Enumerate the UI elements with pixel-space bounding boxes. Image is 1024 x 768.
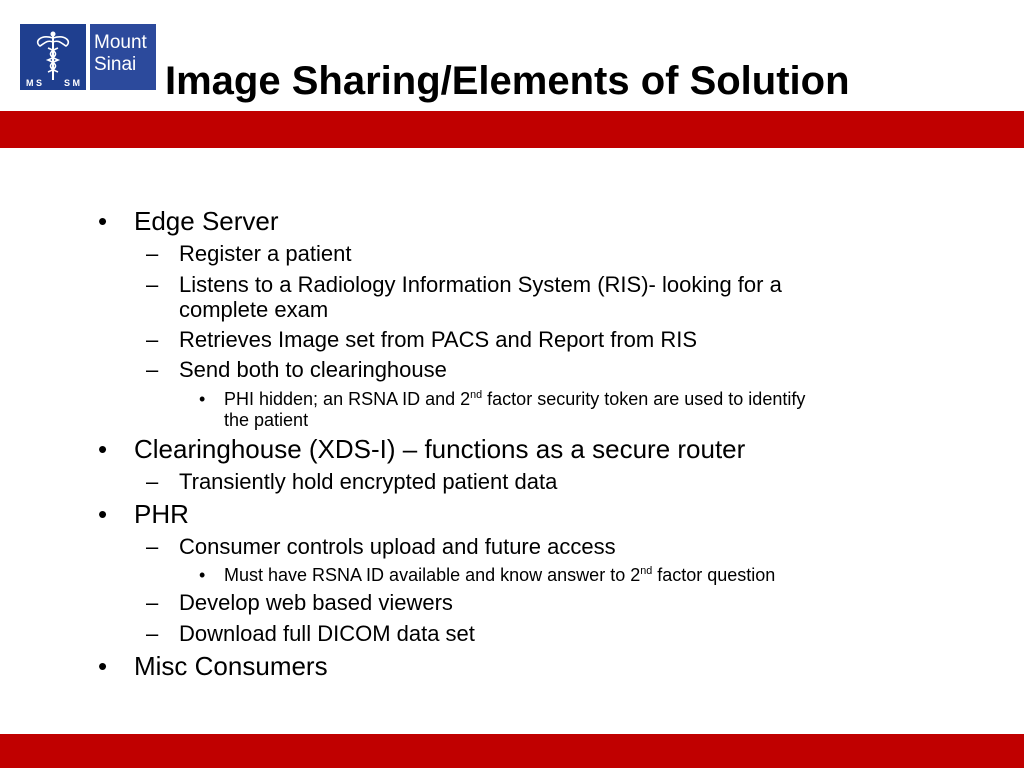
list-item — [98, 499, 189, 529]
dash-marker: – — [146, 357, 159, 382]
bullet-text: Register a patient — [179, 241, 352, 266]
must-text-b: factor question — [652, 565, 776, 585]
must-text-a: Must have RSNA ID available and know answer to 2 — [224, 565, 641, 585]
svg-text:M S: M S — [26, 78, 43, 88]
svg-text:S M: S M — [64, 78, 81, 88]
bullet-text: Transiently hold encrypted patient data — [179, 469, 558, 494]
dash-marker: – — [146, 534, 159, 559]
list-item — [98, 434, 745, 464]
dash-marker: – — [146, 621, 159, 646]
dash-marker: – — [146, 272, 159, 297]
logo-word-sinai: Sinai — [94, 54, 137, 75]
superscript-nd: nd — [640, 565, 653, 577]
bullet-marker: • — [98, 499, 108, 529]
bullet-text: Develop web based viewers — [179, 590, 453, 615]
phi-text-a: PHI hidden; an RSNA ID and 2 — [224, 389, 471, 409]
bullet-marker: • — [98, 206, 108, 236]
bullet-text: Send both to clearinghouse — [179, 357, 447, 382]
list-item — [146, 534, 616, 559]
phi-text-b: factor security token are used to identify — [482, 389, 806, 409]
bullet-text: Download full DICOM data set — [179, 621, 475, 646]
dash-marker: – — [146, 241, 159, 266]
bullet-text-continued: the patient — [224, 410, 309, 430]
bullet-text: Edge Server — [134, 206, 279, 236]
bullet-marker: • — [98, 651, 108, 681]
list-item — [199, 565, 775, 586]
logo-word-mount: Mount — [94, 32, 147, 53]
list-item — [146, 357, 447, 382]
bullet-text — [224, 389, 805, 410]
bullet-text: Consumer controls upload and future access — [179, 534, 616, 559]
bullet-text: Listens to a Radiology Information System (RIS)- looking for a — [179, 272, 782, 297]
bullet-marker: • — [199, 565, 206, 585]
list-item — [146, 621, 475, 646]
superscript-nd: nd — [470, 389, 483, 401]
bullet-text: PHR — [134, 499, 189, 529]
list-item — [146, 272, 782, 322]
bullet-marker: • — [199, 389, 206, 409]
bullet-marker: • — [98, 434, 108, 464]
dash-marker: – — [146, 327, 159, 352]
list-item — [98, 206, 279, 236]
dash-marker: – — [146, 590, 159, 615]
bullet-text: Retrieves Image set from PACS and Report from RIS — [179, 327, 697, 352]
list-item — [98, 651, 328, 681]
footer-band — [0, 734, 1024, 768]
bullet-text-continued: complete exam — [179, 297, 329, 322]
list-item — [146, 327, 697, 352]
dash-marker: – — [146, 469, 159, 494]
bullet-text: Misc Consumers — [134, 651, 328, 681]
list-item — [146, 469, 557, 494]
bullet-text: Clearinghouse (XDS-I) – functions as a secure router — [134, 434, 746, 464]
list-item — [146, 241, 351, 266]
list-item — [199, 389, 805, 431]
bullet-text — [224, 565, 775, 586]
list-item — [146, 590, 453, 615]
slide-title: Image Sharing/Elements of Solution — [165, 59, 850, 103]
